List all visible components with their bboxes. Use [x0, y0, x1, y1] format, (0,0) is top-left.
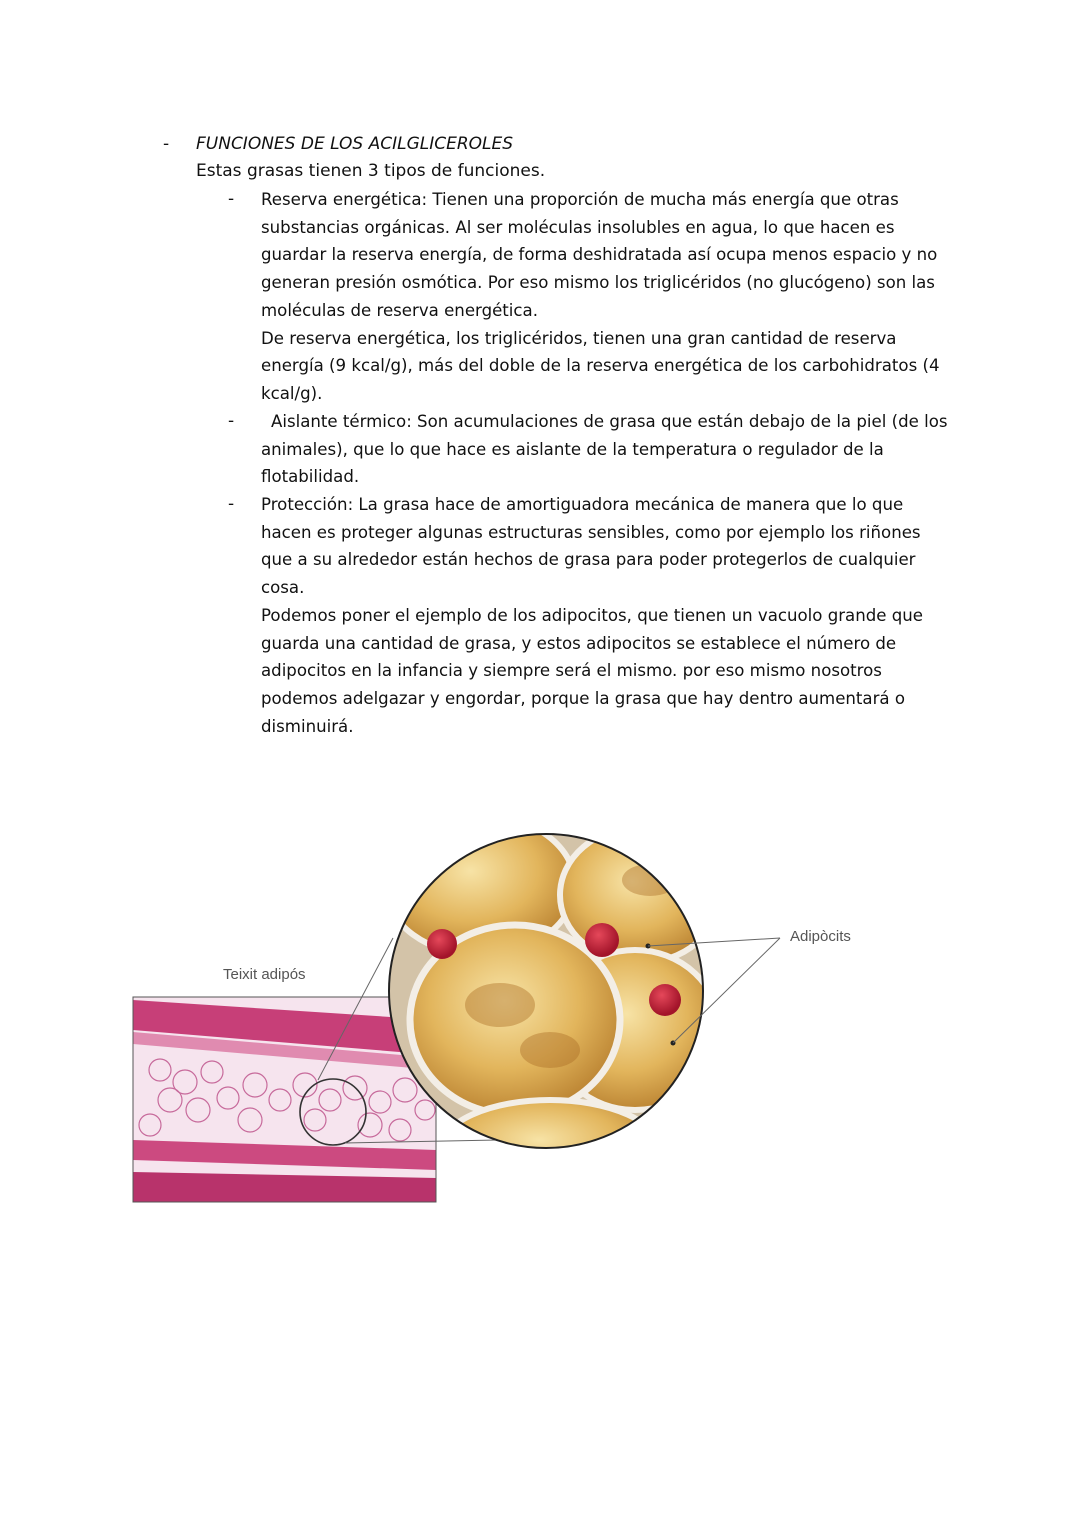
tissue-label: Teixit adipós	[223, 966, 306, 983]
function-energy-reserve	[261, 186, 951, 408]
adipocytes-label: Adipòcits	[790, 928, 851, 945]
function-paragraph: Podemos poner el ejemplo de los adipocitos, que tienen un vacuolo grande que guarda una cantidad de grasa, y estos adipocitos se establece el número de adipocitos en la infancia y siempre será el mismo. por eso mismo nosotros podemos adelgazar y engordar, porque la grasa que hay dentro aumentará o disminuirá.	[261, 605, 924, 736]
list-bullet: -	[228, 411, 235, 431]
list-bullet: -	[228, 189, 235, 209]
section-intro: Estas grasas tienen 3 tipos de funciones.	[196, 161, 546, 181]
function-thermal-insulation	[261, 408, 951, 491]
adipose-tissue-figure	[130, 820, 890, 1220]
function-paragraph: Reserva energética: Tienen una proporción de mucha más energía que otras substancias orgánicas. Al ser moléculas insolubles en agua, lo que hacen es guardar la reserva energía, de forma deshidratada así ocupa menos espacio y no generan presión osmótica. Por eso mismo los triglicéridos (no glucógeno) son las moléculas de reserva energética.	[261, 190, 938, 320]
section-title: FUNCIONES DE LOS ACILGLICEROLES	[196, 134, 514, 154]
list-bullet: -	[228, 494, 235, 514]
function-paragraph: De reserva energética, los triglicéridos, tienen una gran cantidad de reserva energía (9 kcal/g), más del doble de la reserva energética de los carbohidratos (4 kcal/g).	[261, 328, 940, 403]
histology-micrograph	[133, 997, 436, 1202]
function-protection	[261, 491, 951, 740]
adipose-illustration	[130, 820, 890, 1220]
section-bullet: -	[163, 134, 170, 154]
function-paragraph: Protección: La grasa hace de amortiguadora mecánica de manera que lo que hacen es proteger algunas estructuras sensibles, como por ejemplo los riñones que a su alrededor están hechos de grasa para poder protegerlos de cualquier cosa.	[261, 495, 921, 598]
function-paragraph: Aislante térmico: Son acumulaciones de grasa que están debajo de la piel (de los animales), que lo que hace es aislante de la temperatura o regulador de la flotabilidad.	[261, 412, 948, 487]
